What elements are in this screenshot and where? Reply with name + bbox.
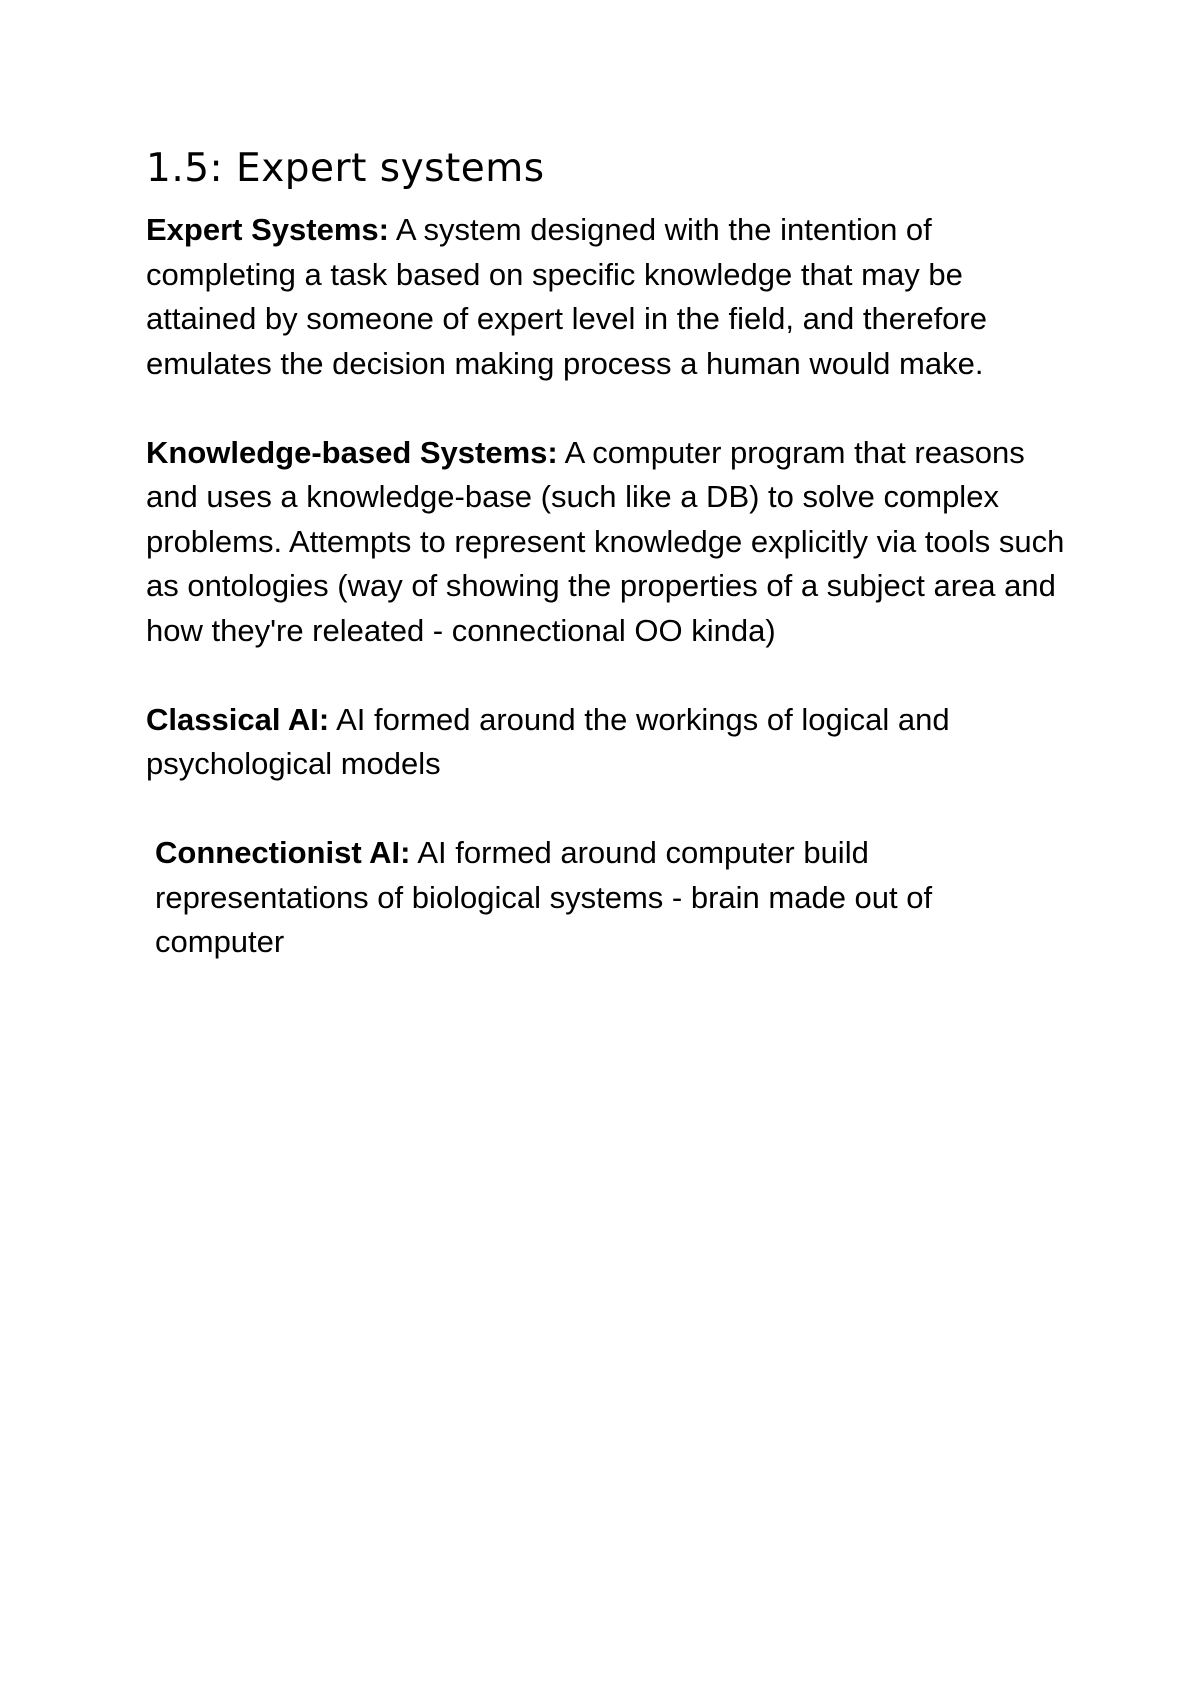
entry-definition: AI formed around the workings of logical and psychological models (146, 701, 950, 781)
entry-definition: A system designed with the intention of completing a task based on specific knowledge that may be attained by someone of expert level in the field, and therefore emulates the decision making process a human would make. (146, 212, 987, 381)
entry-definition: A computer program that reasons and uses a knowledge-base (such like a DB) to solve complex problems. Attempts to represent knowledge explicitly via tools such as ontologies (way of showing the properties of a subject area and how they're releated - connectional OO kinda) (146, 434, 1065, 648)
entry-term: Connectionist AI: (155, 835, 411, 870)
entry-classical-ai (146, 698, 1066, 787)
document-page (146, 140, 1066, 1009)
entry-definition: AI formed around computer build representations of biological systems - brain made out of computer (155, 835, 933, 959)
entry-term: Knowledge-based Systems: (146, 434, 558, 470)
entry-term: Classical AI: (146, 701, 330, 737)
entry-knowledge-based-systems (146, 431, 1066, 654)
entry-term: Expert Systems: (146, 212, 389, 247)
entry-connectionist-ai (146, 831, 1066, 965)
page-title: 1.5: Expert systems (146, 146, 545, 191)
entry-expert-systems (146, 208, 1066, 386)
